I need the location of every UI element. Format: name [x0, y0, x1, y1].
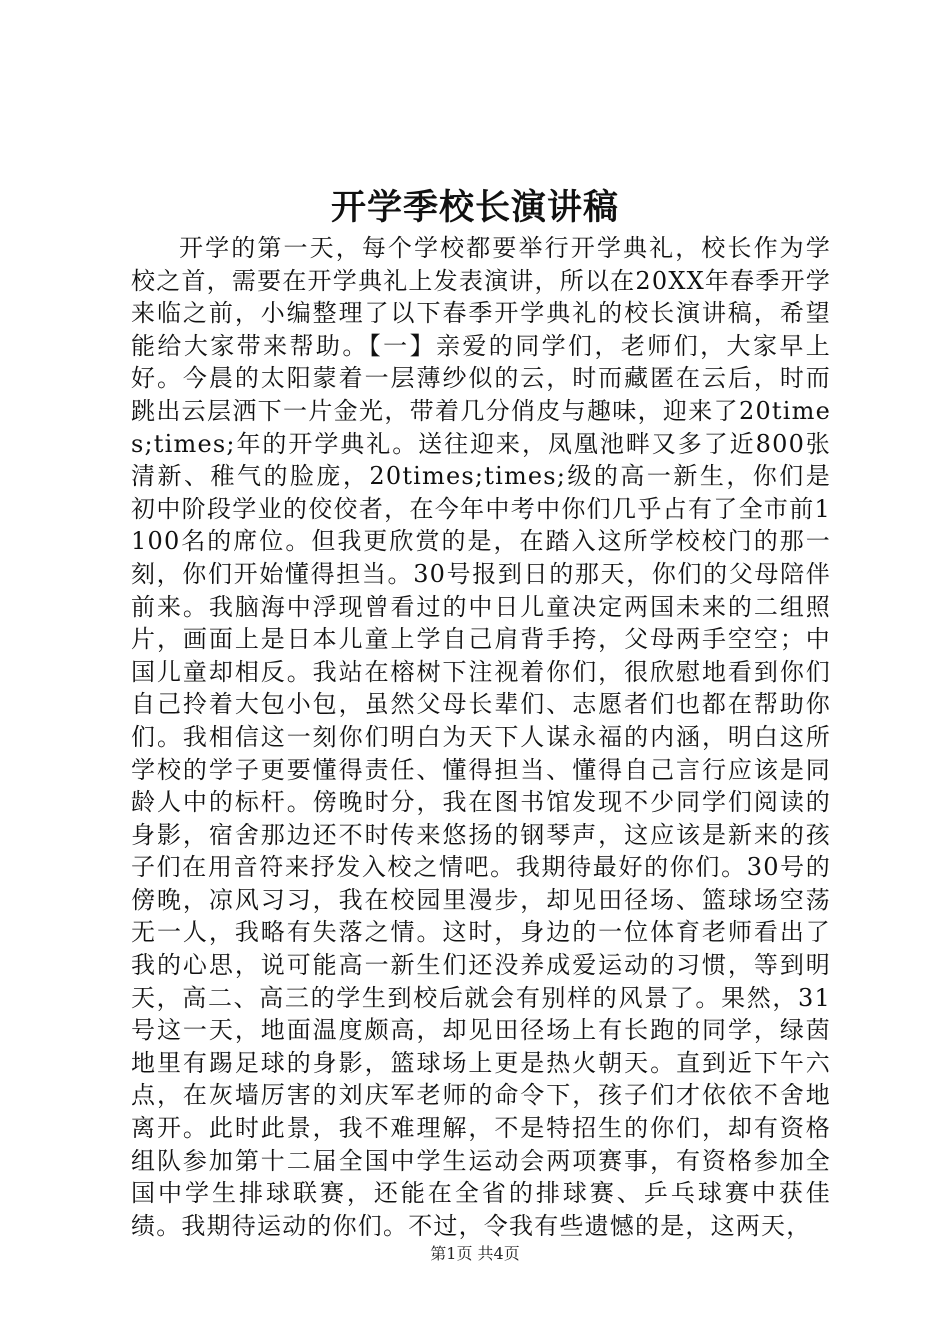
body-paragraph: 开学的第一天，每个学校都要举行开学典礼，校长作为学校之首，需要在开学典礼上发表演讲，所以在20XX年春季开学来临之前，小编整理了以下春季开学典礼的校长演讲稿，希望能给大家带来帮助。【一】亲爱的同学们，老师们，大家早上好。今晨的太阳蒙着一层薄纱似的云，时而藏匿在云后，时而跳出云层洒下一片金光，带着几分俏皮与趣味，迎来了20times;times;年的开学典礼。送往迎来，凤凰池畔又多了近800张清新、稚气的脸庞，20times;times;级的高一新生，你们是初中阶段学业的佼佼者，在今年中考中你们几乎占有了全市前1100名的席位。但我更欣赏的是，在踏入这所学校校门的那一刻，你们开始懂得担当。30号报到日的那天，你们的父母陪伴前来。我脑海中浮现曾看过的中日儿童决定两国未来的二组照片，画面上是日本儿童上学自己肩背手挎，父母两手空空；中国儿童却相反。我站在榕树下注视着你们，很欣慰地看到你们自己拎着大包小包，虽然父母长辈们、志愿者们也都在帮助你们。我相信这一刻你们明白为天下人谋永福的内涵，明白这所学校的学子更要懂得责任、懂得担当、懂得自己言行应该是同龄人中的标杆。傍晚时分，我在图书馆发现不少同学们阅读的身影，宿舍那边还不时传来悠扬的钢琴声，这应该是新来的孩子们在用音符来抒发入校之情吧。我期待最好的你们。30号的傍晚，凉风习习，我在校园里漫步，却见田径场、篮球场空荡无一人，我略有失落之情。这时，身边的一位体育老师看出了我的心思，说可能高一新生们还没养成爱运动的习惯，等到明天，高二、高三的学生到校后就会有别样的风景了。果然，31号这一天，地面温度颇高，却见田径场上有长跑的同学，绿茵地里有踢足球的身影，篮球场上更是热火朝天。直到近下午六点，在灰墙厉害的刘庆军老师的命令下，孩子们才依依不舍地离开。此时此景，我不难理解，不是特招生的你们，却有资格组队参加第十二届全国中学生运动会两项赛事，有资格参加全国中学生排球联赛，还能在全省的排球赛、乒乓球赛中获佳绩。我期待运动的你们。不过，令我有些遗憾的是，这两天， [131, 234, 831, 1240]
page-number: 第1页 共4页 [430, 1244, 520, 1263]
page-title: 开学季校长演讲稿 [330, 187, 619, 228]
